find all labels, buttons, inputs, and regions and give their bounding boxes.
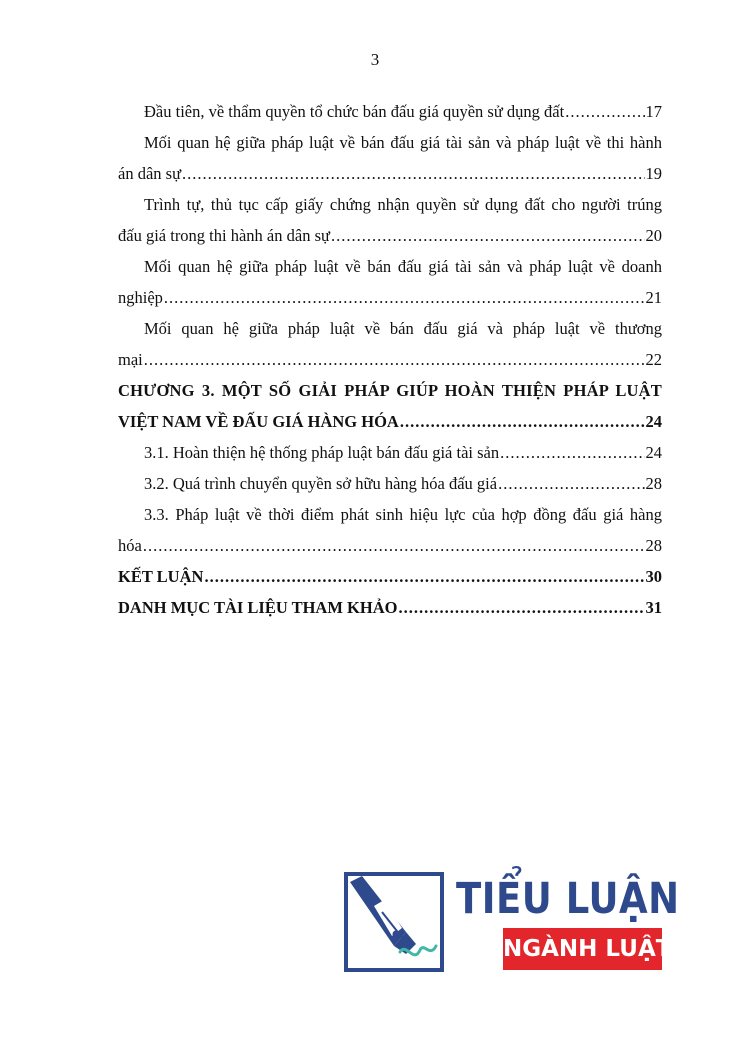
toc-dot-leader bbox=[500, 437, 644, 468]
toc-dot-leader bbox=[565, 96, 644, 127]
toc-page-number: 28 bbox=[645, 536, 662, 555]
toc-entry-label: Đầu tiên, về thẩm quyền tổ chức bán đấu giá quyền sử dụng đất bbox=[144, 102, 565, 121]
toc-dot-leader bbox=[164, 282, 645, 313]
toc-page-number: 20 bbox=[645, 226, 662, 245]
toc-entry-line2: mại bbox=[118, 350, 143, 369]
toc-dot-leader bbox=[144, 344, 645, 375]
toc-entry-label: 3.2. Quá trình chuyển quyền sở hữu hàng hóa đấu giá bbox=[144, 474, 498, 493]
fountain-pen-nib-icon bbox=[344, 872, 444, 972]
toc-conclusion[interactable] bbox=[118, 561, 662, 592]
toc-chapter-line1: CHƯƠNG 3. MỘT SỐ GIẢI PHÁP GIÚP HOÀN THIỆN PHÁP LUẬT bbox=[118, 381, 662, 400]
toc-entry-label: KẾT LUẬN bbox=[118, 567, 204, 586]
toc-references[interactable] bbox=[118, 592, 662, 623]
toc-dot-leader bbox=[498, 468, 644, 499]
toc-dot-leader bbox=[400, 406, 645, 437]
toc-entry-line1: Mối quan hệ giữa pháp luật về bán đấu giá tài sản và pháp luật về thi hành bbox=[144, 133, 662, 152]
toc-page-number: 21 bbox=[645, 288, 662, 307]
toc-entry-line2: nghiệp bbox=[118, 288, 163, 307]
toc-page-number: 24 bbox=[645, 443, 662, 462]
toc-section-3-3[interactable] bbox=[118, 499, 662, 561]
toc-page-number: 22 bbox=[645, 350, 662, 369]
toc-entry-label: DANH MỤC TÀI LIỆU THAM KHẢO bbox=[118, 598, 398, 617]
toc-entry-line2: án dân sự bbox=[118, 164, 182, 183]
toc-chapter-3[interactable] bbox=[118, 375, 662, 437]
toc-entry-line2: hóa bbox=[118, 536, 142, 555]
toc-dot-leader bbox=[182, 158, 644, 189]
toc-entry-thihanhan[interactable] bbox=[118, 127, 662, 189]
toc-chapter-line2: VIỆT NAM VỀ ĐẤU GIÁ HÀNG HÓA bbox=[118, 412, 399, 431]
toc-page-number: 19 bbox=[645, 164, 662, 183]
toc-page-number: 17 bbox=[645, 102, 662, 121]
toc-entry-doanhnghiep[interactable] bbox=[118, 251, 662, 313]
toc-section-3-2[interactable] bbox=[118, 468, 662, 499]
toc-entry-line1: Mối quan hệ giữa pháp luật về bán đấu giá tài sản và pháp luật về doanh bbox=[144, 257, 662, 276]
toc-dot-leader bbox=[204, 561, 644, 592]
toc-entry-line1: Trình tự, thủ tục cấp giấy chứng nhận quyền sử dụng đất cho người trúng bbox=[144, 195, 662, 214]
toc-dot-leader bbox=[143, 530, 645, 561]
toc-page-number: 24 bbox=[645, 412, 662, 431]
toc-page-number: 31 bbox=[645, 598, 662, 617]
table-of-contents bbox=[118, 96, 662, 623]
page-number: 3 bbox=[370, 50, 380, 69]
toc-entry-thuongmai[interactable] bbox=[118, 313, 662, 375]
toc-entry-label: 3.1. Hoàn thiện hệ thống pháp luật bán đấu giá tài sản bbox=[144, 443, 500, 462]
toc-dot-leader bbox=[331, 220, 645, 251]
logo-title: TIỂU LUẬN bbox=[456, 874, 680, 924]
toc-section-3-1[interactable] bbox=[118, 437, 662, 468]
brand-logo bbox=[344, 868, 680, 976]
toc-entry-thamquyen[interactable] bbox=[118, 96, 662, 127]
toc-entry-line1: Mối quan hệ giữa pháp luật về bán đấu giá và pháp luật về thương bbox=[144, 319, 662, 338]
toc-entry-line1: 3.3. Pháp luật về thời điểm phát sinh hiệu lực của hợp đồng đấu giá hàng bbox=[144, 505, 662, 524]
toc-dot-leader bbox=[398, 592, 644, 623]
toc-page-number: 30 bbox=[645, 567, 662, 586]
toc-page-number: 28 bbox=[645, 474, 662, 493]
toc-entry-captgcn[interactable] bbox=[118, 189, 662, 251]
logo-subtitle-badge: NGÀNH LUẬT bbox=[503, 928, 662, 970]
toc-entry-line2: đấu giá trong thi hành án dân sự bbox=[118, 226, 330, 245]
